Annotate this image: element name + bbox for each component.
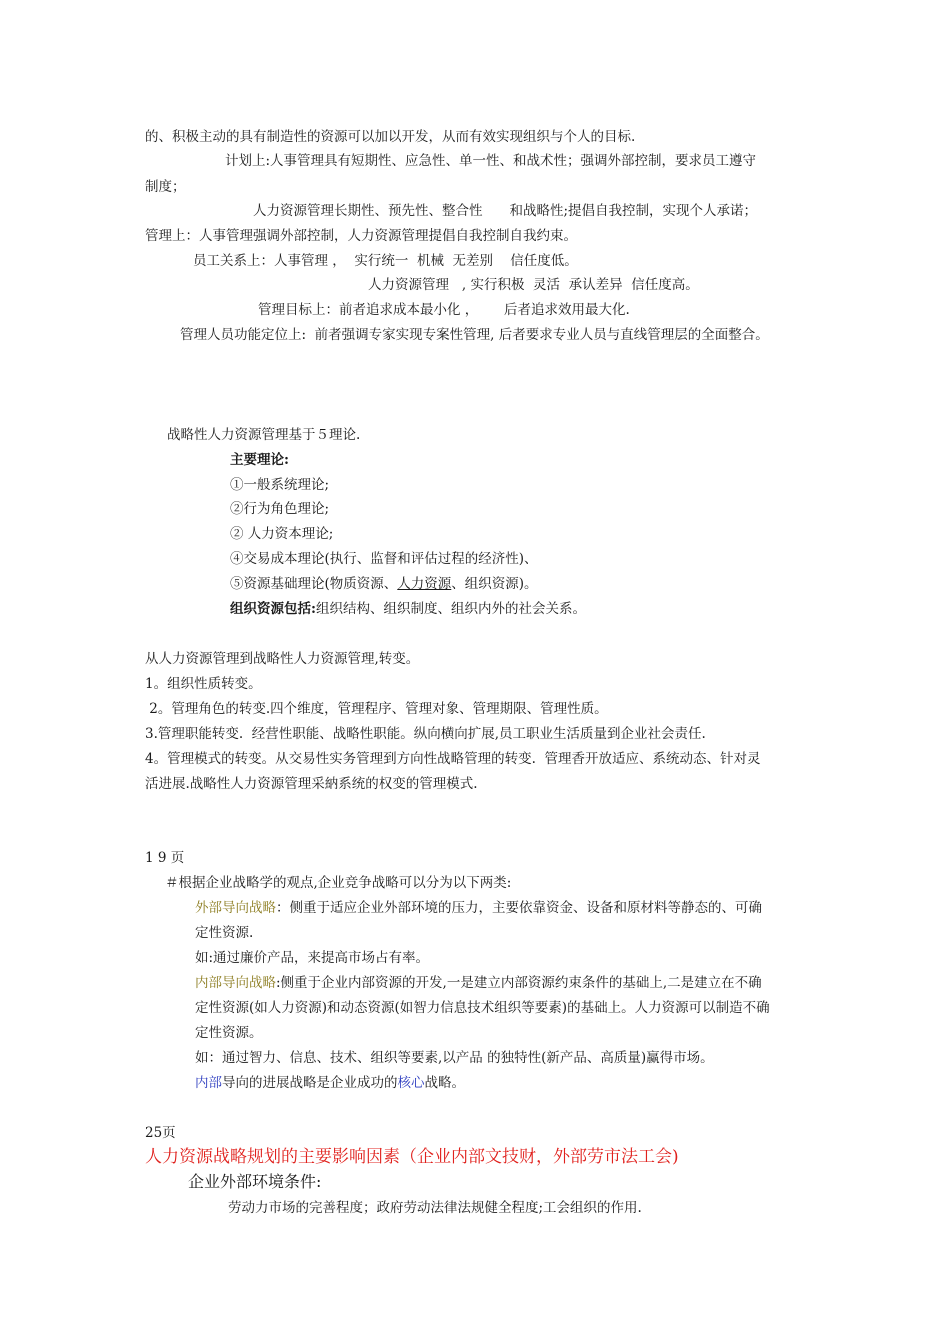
transition-line: 2。管理角色的转变.四个维度，管理程序、管理对象、管理期限、管理性质。 [145, 701, 608, 717]
red-title: 人力资源战略规划的主要影响因素（企业内部文技财，外部劳市法工会) [145, 1147, 679, 1167]
org-resources-text: 组织结构、组织制度、组织内外的社会关系。 [315, 601, 586, 617]
human-resource-link[interactable]: 人力资源 [397, 576, 452, 592]
internal-strategy-cont: 定性资源。 [195, 1025, 263, 1041]
transition-line: 1。组织性质转变。 [145, 676, 262, 692]
theory-item-5 [230, 575, 538, 593]
theory-item-5-suffix: 、组织资源)。 [451, 576, 538, 592]
core-strategy-end: 战略。 [424, 1075, 465, 1091]
page-label: 25页 [145, 1125, 176, 1141]
paragraph-line: 人力资源管理长期性、预先性、整合性 和战略性;提倡自我控制，实现个人承诺； [253, 203, 758, 219]
paragraph-line: 计划上:人事管理具有短期性、应急性、单一性、和战术性；强调外部控制，要求员工遵守 [225, 153, 757, 169]
env-conditions-text: 劳动力市场的完善程度；政府劳动法律法规健全程度;工会组织的作用. [228, 1200, 642, 1216]
internal-strategy-cont: 定性资源(如人力资源)和动态资源(如智力信息技术组织等要素)的基础上。人力资源可以制造不确 [195, 1000, 770, 1016]
subheading: 企业外部环境条件: [188, 1172, 322, 1191]
theory-intro: 战略性人力资源管理基于５理论. [167, 427, 361, 443]
internal-strategy-text: :侧重于企业内部资源的开发,一是建立内部资源约束条件的基础上,二是建立在不确 [276, 975, 762, 991]
paragraph-line: 管理人员功能定位上: 前者强调专家实现专案性管理, 后者要求专业人员与直线管理层的全面整合。 [180, 327, 769, 343]
paragraph-line: 人力资源管理 , 实行积极 灵活 承认差异 信任度高。 [368, 277, 699, 293]
external-strategy-example: 如:通过廉价产品，来提高市场占有率。 [195, 950, 430, 966]
internal-strategy-line [195, 974, 762, 992]
transition-line: 从人力资源管理到战略性人力资源管理,转变。 [145, 651, 420, 667]
org-resources-label: 组织资源包括: [230, 601, 316, 617]
core-strategy-text: 导向的进展战略是企业成功的 [222, 1075, 398, 1091]
internal-strategy-label: 内部导向战略 [195, 975, 276, 991]
org-resources-line [230, 600, 586, 618]
external-strategy-cont: 定性资源. [195, 925, 254, 941]
theory-item: ①一般系统理论; [230, 477, 330, 493]
core-strategy-line [195, 1074, 465, 1092]
theory-item: ②行为角色理论; [230, 501, 330, 517]
theory-item: ② 人力资本理论; [230, 526, 334, 542]
core-strategy-core: 核心 [397, 1075, 425, 1091]
transition-line: 活进展.战略性人力资源管理采納系统的权变的管理模式. [145, 776, 478, 792]
paragraph-line: 管理上：人事管理强调外部控制，人力资源管理提倡自我控制自我约束。 [145, 228, 577, 244]
paragraph-line: 员工关系上：人事管理 ， 实行统一 机械 无差别 信任度低。 [193, 253, 578, 269]
transition-line: 4。管理模式的转变。从交易性实务管理到方向性战略管理的转变. 管理香开放适应、系统动态、针对灵 [145, 751, 761, 767]
page-label: 1 9 页 [145, 850, 185, 866]
paragraph-line: 管理目标上：前者追求成本最小化 ， 后者追求效用最大化. [258, 302, 630, 318]
external-strategy-text: ：侧重于适应企业外部环境的压力，主要依靠资金、设备和原材料等静态的、可确 [276, 900, 762, 916]
paragraph-line: 制度； [145, 179, 186, 195]
theory-heading: 主要理论: [230, 452, 289, 468]
external-strategy-label: 外部导向战略 [195, 900, 276, 916]
core-strategy-internal: 内部 [195, 1075, 222, 1091]
transition-line: 3.管理职能转变. 经营性职能、战略性职能。纵向横向扩展,员工职业生活质量到企业社会责任. [145, 726, 706, 742]
strategy-intro: ＃根据企业战略学的观点,企业竞争战略可以分为以下两类: [165, 875, 512, 891]
paragraph-line: 的、积极主动的具有制造性的资源可以加以开发，从而有效实现组织与个人的目标. [145, 129, 636, 145]
external-strategy-line [195, 899, 762, 917]
internal-strategy-example: 如：通过智力、信息、技术、组织等要素,以产品 的独特性(新产品、高质量)赢得市场。 [195, 1050, 714, 1066]
theory-item: ④交易成本理论(执行、监督和评估过程的经济性)、 [230, 551, 538, 567]
theory-item-5-prefix: ⑤资源基础理论(物质资源、 [230, 576, 398, 592]
